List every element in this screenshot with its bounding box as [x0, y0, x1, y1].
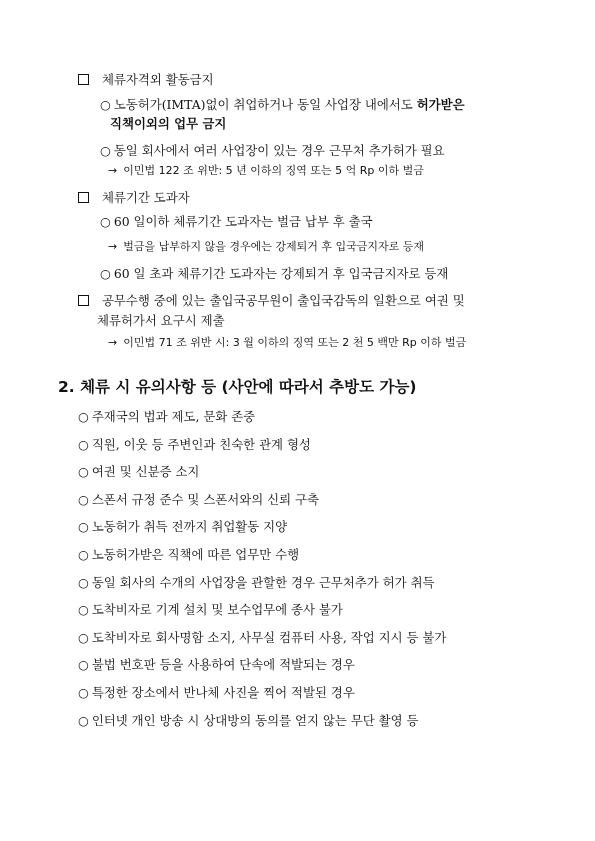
- circle-bullet-icon: ○: [78, 464, 89, 480]
- circle-bullet-icon: ○: [78, 574, 89, 590]
- circle-bullet-icon: ○: [100, 214, 111, 229]
- list-item: [78, 602, 343, 618]
- sub-item-bold-text: 허가받은: [416, 97, 465, 112]
- circle-bullet-icon: ○: [78, 712, 89, 728]
- list-item: [78, 685, 355, 701]
- circle-bullet-icon: ○: [100, 97, 111, 112]
- list-item-text: 도착비자로 기계 설치 및 보수업무에 종사 불가: [91, 602, 343, 618]
- circle-bullet-icon: ○: [78, 685, 89, 700]
- list-item: [78, 657, 355, 673]
- circle-bullet-icon: ○: [100, 266, 111, 281]
- circle-bullet-icon: ○: [78, 629, 89, 645]
- circle-bullet-icon: ○: [78, 436, 89, 452]
- list-item-text: 노동허가받은 직책에 따른 업무만 수행: [91, 547, 300, 562]
- circle-bullet-icon: ○: [100, 143, 111, 158]
- circle-bullet-icon: ○: [78, 519, 89, 535]
- circle-bullet-icon: ○: [78, 657, 89, 673]
- list-item-text: 불법 번호판 등을 사용하여 단속에 적발되는 경우: [91, 657, 355, 673]
- list-item-text: 직원, 이웃 등 주변인과 친숙한 관계 형성: [91, 436, 311, 452]
- item-passport-request-continuation: 체류허가서 요구시 제출: [97, 313, 225, 328]
- sub-item-text: 동일 회사에서 여러 사업장이 있는 경우 근무처 추가허가 필요: [113, 143, 445, 158]
- sub-item-continuation: 직책이외의 업무 금지: [110, 116, 227, 131]
- list-item-text: 노동허가 취득 전까지 취업활동 지양: [91, 519, 288, 535]
- list-item-text: 동일 회사의 수개의 사업장을 관할한 경우 근무처추가 허가 취득: [91, 574, 435, 590]
- item-title: 체류기간 도과자: [101, 190, 190, 205]
- note-text: 벌금을 납부하지 않을 경우에는 강제퇴거 후 입국금지자로 등재: [123, 240, 424, 253]
- item-title: 체류자격외 활동금지: [101, 72, 214, 87]
- list-item: [78, 630, 446, 646]
- circle-bullet-icon: ○: [78, 491, 89, 507]
- circle-bullet-icon: ○: [78, 547, 89, 562]
- sub-item-text: 60 일이하 체류기간 도과자는 벌금 납부 후 출국: [113, 214, 373, 229]
- list-item-text: 스폰서 규정 준수 및 스폰서와의 신뢰 구축: [91, 491, 319, 507]
- circle-bullet-icon: ○: [78, 409, 89, 424]
- list-item-text: 도착비자로 회사명함 소지, 사무실 컴퓨터 사용, 작업 지시 등 불가: [91, 629, 447, 645]
- sub-item-labor-permit: [100, 97, 465, 113]
- list-item-text: 인터넷 개인 방송 시 상대방의 동의를 얻지 않는 무단 촬영 등: [91, 712, 419, 728]
- arrow-right-icon: →: [108, 336, 118, 349]
- item-text: 공무수행 중에 있는 출입국공무원이 출입국감독의 일환으로 여권 및: [101, 293, 465, 308]
- law-note-text: 이민법 71 조 위반 시: 3 월 이하의 징역 또는 2 천 5 백만 Rp 이하 벌금: [123, 336, 467, 349]
- list-item: [78, 437, 311, 453]
- list-item-text: 여권 및 신분증 소지: [91, 464, 200, 480]
- list-item: [78, 464, 199, 480]
- item-overstay: [78, 190, 190, 206]
- arrow-right-icon: →: [108, 164, 118, 177]
- sub-item-multiple-sites: [100, 143, 445, 159]
- list-item-text: 주재국의 법과 제도, 문화 존중: [91, 409, 256, 424]
- sub-item-over-60-days: [100, 266, 448, 282]
- list-item: [78, 409, 255, 425]
- sub-item-under-60-days: [100, 214, 373, 230]
- circle-bullet-icon: ○: [78, 602, 89, 618]
- law-note-71: [108, 335, 466, 351]
- list-item: [78, 519, 287, 535]
- list-item: [78, 713, 418, 729]
- item-status-activity-ban: [78, 72, 214, 88]
- list-item: [78, 492, 319, 508]
- arrow-right-icon: →: [108, 240, 118, 253]
- sub-item-text: 60 일 초과 체류기간 도과자는 강제퇴거 후 입국금지자로 등재: [113, 266, 449, 281]
- law-note-122: [108, 163, 424, 179]
- section-heading: 2. 체류 시 유의사항 등 (사안에 따라서 추방도 가능): [58, 378, 417, 396]
- overstay-fine-note: [108, 239, 424, 255]
- law-note-text: 이민법 122 조 위반: 5 년 이하의 징역 또는 5 억 Rp 이하 벌금: [123, 164, 424, 177]
- list-item-text: 특정한 장소에서 반나체 사진을 찍어 적발된 경우: [91, 685, 355, 700]
- item-passport-request: [78, 293, 465, 309]
- list-item: [78, 575, 435, 591]
- sub-item-text: 노동허가(IMTA)없이 취업하거나 동일 사업장 내에서도: [113, 97, 417, 112]
- list-item: [78, 547, 299, 563]
